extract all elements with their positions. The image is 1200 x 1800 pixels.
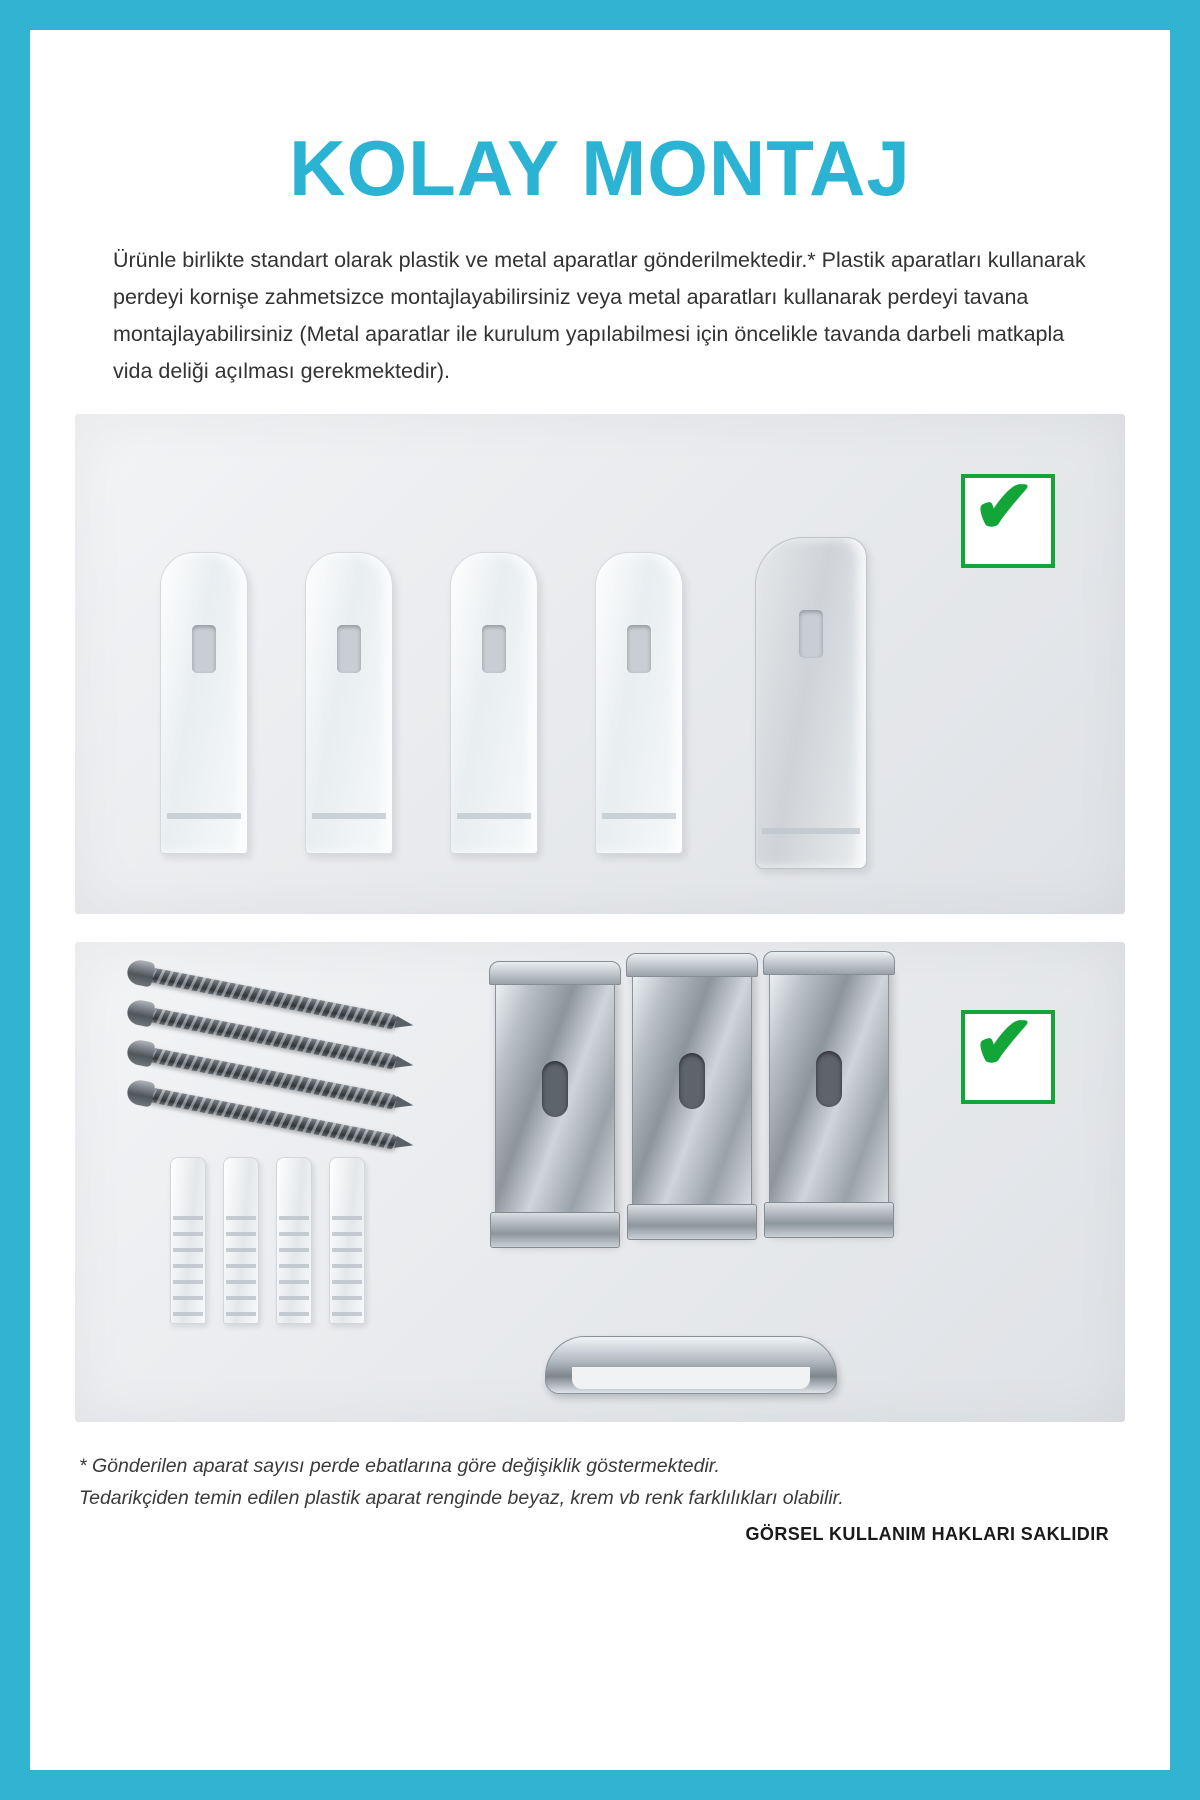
footnote-color: Tedarikçiden temin edilen plastik aparat renginde beyaz, krem vb renk farklılıkları olabilir. xyxy=(79,1486,844,1509)
plastic-clip-3 xyxy=(450,552,538,854)
bracket-foot xyxy=(490,1212,620,1248)
bracket-foot xyxy=(764,1202,894,1238)
wall-plug-4 xyxy=(329,1157,365,1324)
approved-checkbox-2 xyxy=(961,1000,1055,1104)
footnotes xyxy=(79,1450,1121,1545)
bracket-slot xyxy=(816,1051,842,1107)
screw-head-icon xyxy=(125,1078,155,1108)
screw-head-icon xyxy=(125,1038,155,1068)
bracket-foot xyxy=(627,1204,757,1240)
bracket-lip xyxy=(763,951,895,975)
page-title: KOLAY MONTAJ xyxy=(289,124,911,212)
bracket-slot xyxy=(542,1061,568,1117)
check-mark-icon: ✔ xyxy=(973,1000,1036,1084)
metal-hardware-photo xyxy=(75,942,1125,1422)
wall-plug-2 xyxy=(223,1157,259,1324)
screw-head-icon xyxy=(125,998,155,1028)
poster-content xyxy=(30,30,1170,1770)
intro-paragraph: Ürünle birlikte standart olarak plastik ve metal aparatlar gönderilmektedir.* Plastik aparatları kullanarak perdeyi kornişe zahmetsizce montajlayabilirsiniz veya metal aparatları kullanarak perdeyi tavana montajlayabilirsiniz (Metal aparatlar ile kurulum yapılabilmesi için öncelikle tavanda darbeli matkapla vida deliği açılması gerekmektedir). xyxy=(113,247,1086,383)
screw-tip xyxy=(395,1016,415,1031)
screw-tip xyxy=(395,1056,415,1071)
approved-checkbox-1 xyxy=(961,464,1055,568)
check-mark-icon: ✔ xyxy=(973,464,1036,548)
plastic-clip-4 xyxy=(595,552,683,854)
bracket-slot xyxy=(679,1053,705,1109)
plastic-clip-5-gray xyxy=(755,537,867,869)
plastic-clips-photo xyxy=(75,414,1125,914)
plastic-clip-2 xyxy=(305,552,393,854)
bracket-lip xyxy=(489,961,621,985)
screw-tip xyxy=(395,1096,415,1111)
footnote-quantity: * Gönderilen aparat sayısı perde ebatlarına göre değişiklik göstermektedir. xyxy=(79,1454,720,1477)
plastic-clip-1 xyxy=(160,552,248,854)
screw-tip xyxy=(395,1136,415,1151)
screw-head-icon xyxy=(125,958,155,988)
metal-bracket-3 xyxy=(769,964,889,1231)
metal-bracket-2 xyxy=(632,966,752,1233)
metal-curved-strip xyxy=(545,1336,837,1394)
wall-plug-1 xyxy=(170,1157,206,1324)
bracket-lip xyxy=(626,953,758,977)
image-rights-notice: GÖRSEL KULLANIM HAKLARI SAKLIDIR xyxy=(745,1524,1109,1545)
metal-bracket-1 xyxy=(495,974,615,1241)
wall-plug-3 xyxy=(276,1157,312,1324)
